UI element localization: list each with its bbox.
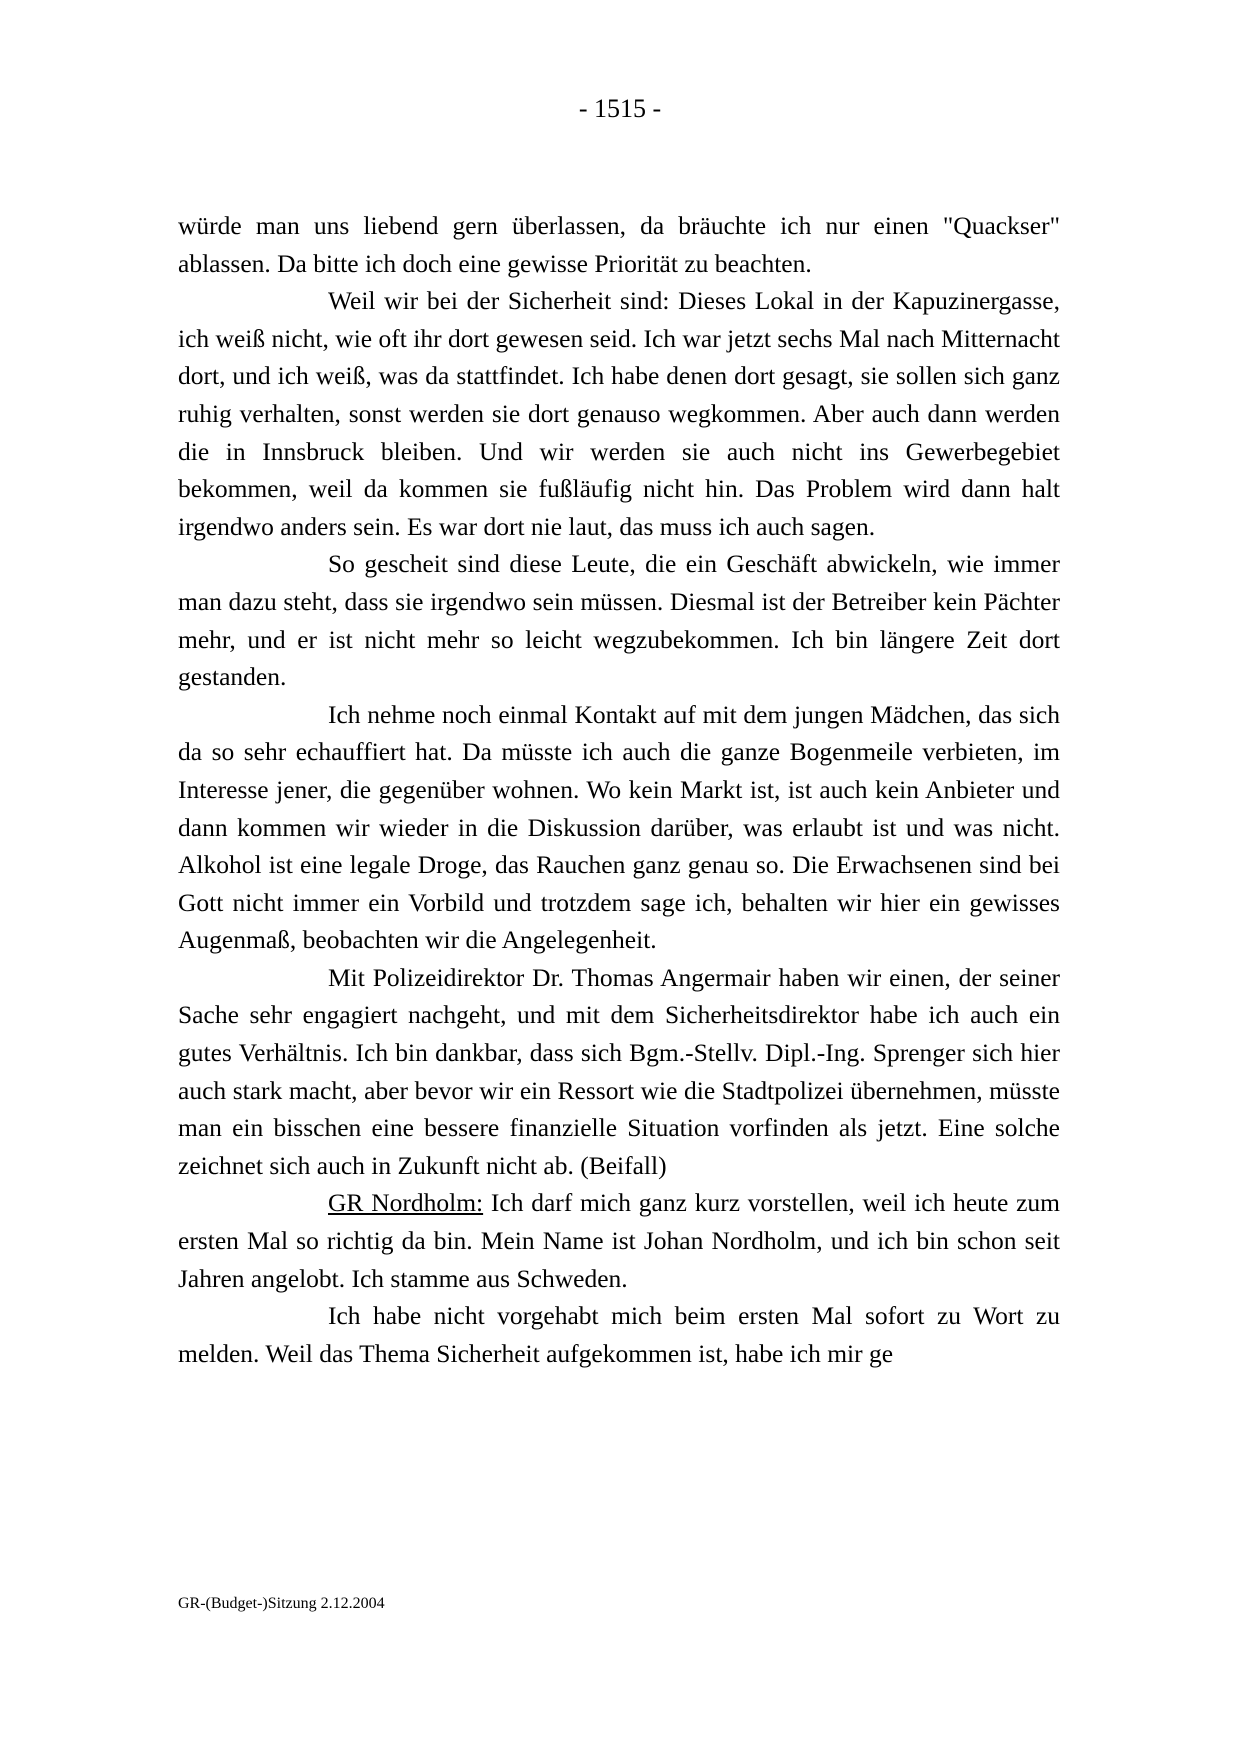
footer-session-label: GR-(Budget-)Sitzung 2.12.2004 [178, 1595, 385, 1612]
paragraph-1: würde man uns liebend gern überlassen, da bräuchte ich nur einen "Quackser" ablassen. Da bitte ich doch eine gewisse Priorität zu beachten. [178, 211, 1060, 278]
speaker-name: GR Nordholm: [328, 1188, 484, 1218]
page-number: - 1515 - [578, 94, 662, 123]
speaker-statement: Ich darf mich ganz kurz vorstellen, weil ich heute zum ersten Mal so richtig da bin. Mein Name ist Johan Nordholm, und ich bin schon seit Jahren angelobt. Ich stamme aus Schweden. [178, 1188, 1060, 1293]
paragraph-4: Ich nehme noch einmal Kontakt auf mit dem jungen Mädchen, das sich da so sehr echauffiert hat. Da müsste ich auch die ganze Bogenmeile verbieten, im Interesse jener, die gegenüber wohnen. Wo kein Markt ist, ist auch kein Anbieter und dann kommen wir wieder in die Diskussion darüber, was erlaubt ist und was nicht. Alkohol ist eine legale Droge, das Rauchen ganz genau so. Die Erwachsenen sind bei Gott nicht immer ein Vorbild und trotzdem sage ich, behalten wir hier ein gewisses Augenmaß, beobachten wir die Angelegenheit. [178, 699, 1060, 955]
paragraph-5: Mit Polizeidirektor Dr. Thomas Angermair haben wir einen, der seiner Sache sehr engagiert nachgeht, und mit dem Sicherheitsdirektor habe ich auch ein gutes Verhältnis. Ich bin dankbar, dass sich Bgm.-Stellv. Dipl.-Ing. Sprenger sich hier auch stark macht, aber bevor wir ein Ressort wie die Stadtpolizei übernehmen, müsste man ein bisschen eine bessere finanzielle Situation vorfinden als jetzt. Eine solche zeichnet sich auch in Zukunft nicht ab. (Beifall) [178, 962, 1060, 1180]
paragraph-6 [178, 1184, 1060, 1297]
paragraph-7: Ich habe nicht vorgehabt mich beim ersten Mal sofort zu Wort zu melden. Weil das Thema Sicherheit aufgekommen ist, habe ich mir ge [178, 1301, 1060, 1368]
paragraph-2: Weil wir bei der Sicherheit sind: Dieses Lokal in der Kapuzinergasse, ich weiß nicht, wie oft ihr dort gewesen seid. Ich war jetzt sechs Mal nach Mitternacht dort, und ich weiß, was da stattfindet. Ich habe denen dort gesagt, sie sollen sich ganz ruhig verhalten, sonst werden sie dort genauso wegkommen. Aber auch dann werden die in Innsbruck bleiben. Und wir werden sie auch nicht ins Gewerbegebiet bekommen, weil da kommen sie fußläufig nicht hin. Das Problem wird dann halt irgendwo anders sein. Es war dort nie laut, das muss ich auch sagen. [178, 286, 1060, 541]
paragraph-3: So gescheit sind diese Leute, die ein Geschäft abwickeln, wie immer man dazu steht, dass sie irgendwo sein müssen. Diesmal ist der Betreiber kein Pächter mehr, und er ist nicht mehr so leicht wegzubekommen. Ich bin längere Zeit dort gestanden. [178, 549, 1060, 692]
body-text [178, 207, 1060, 1372]
